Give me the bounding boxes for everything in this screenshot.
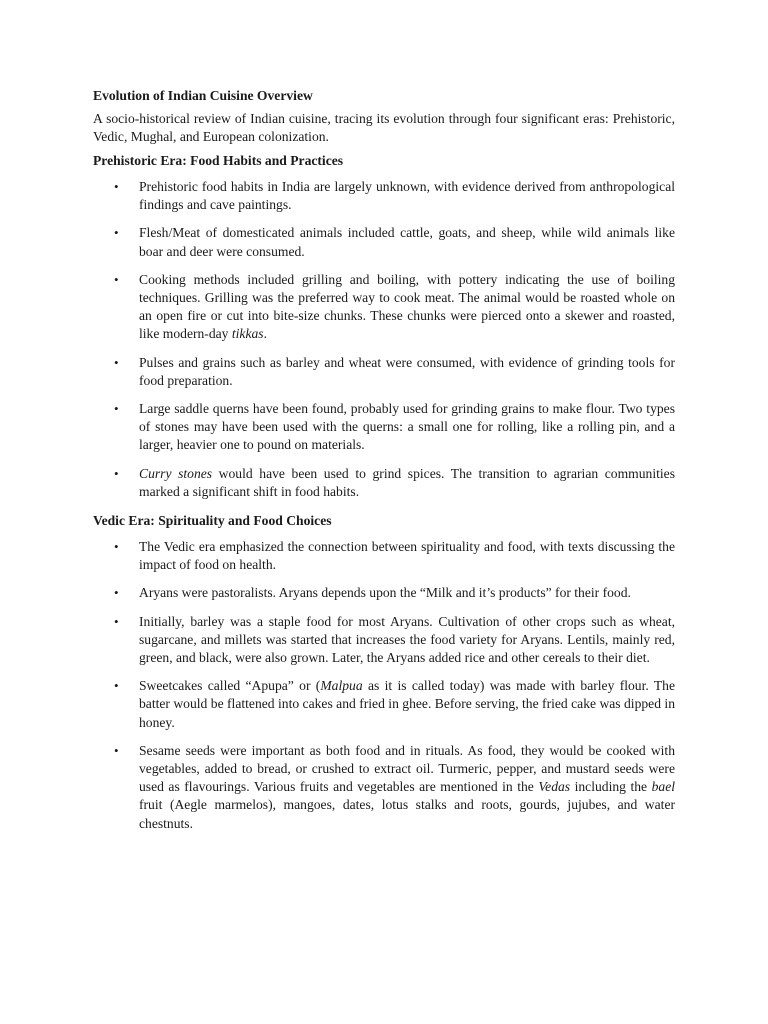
- bullet-text: Prehistoric food habits in India are largely unknown, with evidence derived from anthropological findings and cave paintings.: [139, 179, 675, 213]
- bullet-text: would have been used to grind spices. The transition to agrarian communities marked a significant shift in food habits.: [139, 465, 675, 499]
- bullet-item: [93, 677, 675, 732]
- bullet-item: [93, 178, 675, 214]
- italic-term: Vedas: [538, 779, 571, 795]
- document-page: [93, 86, 675, 843]
- bullet-item: [93, 271, 675, 344]
- bullet-text: Aryans were pastoralists. Aryans depends upon the “Milk and it’s products” for their food.: [139, 585, 631, 601]
- bullet-text: as it is called today) was made with barley flour. The batter would be flattened into cakes and fried in ghee. Before serving, the fried cake was dipped in honey.: [139, 678, 675, 730]
- bullet-icon: •: [114, 354, 119, 370]
- bullet-icon: •: [114, 271, 119, 287]
- bullet-icon: •: [114, 678, 119, 694]
- bullet-item: [93, 538, 675, 574]
- bullet-icon: •: [114, 179, 119, 194]
- intro-paragraph: A socio-historical review of Indian cuisine, tracing its evolution through four significant eras: Prehistoric, Vedic, Mughal, and European colonization.: [93, 111, 675, 144]
- italic-term: bael: [651, 779, 675, 795]
- bullet-item: [93, 465, 675, 501]
- sections-container: [93, 151, 675, 833]
- bullet-icon: •: [114, 401, 119, 417]
- bullet-icon: •: [114, 613, 119, 629]
- bullet-list: [93, 538, 675, 833]
- bullet-item: [93, 613, 675, 668]
- bullet-text: fruit (Aegle marmelos), mangoes, dates, lotus stalks and roots, gourds, jujubes, and water chestnuts.: [139, 797, 675, 831]
- bullet-icon: •: [114, 539, 119, 555]
- italic-term: Curry stones: [139, 465, 213, 481]
- bullet-item: [93, 224, 675, 260]
- bullet-item: [93, 742, 675, 833]
- bullet-icon: •: [114, 742, 119, 758]
- bullet-item: [93, 584, 675, 602]
- bullet-text: Flesh/Meat of domesticated animals included cattle, goats, and sheep, while wild animals like boar and deer were consumed.: [139, 225, 675, 259]
- bullet-icon: •: [114, 225, 119, 241]
- bullet-text: Sesame seeds were important as both food and in rituals. As food, they would be cooked with vegetables, added to bread, or crushed to extract oil. Turmeric, pepper, and mustard seeds were used as flavourings. Various fruits and vegetables are mentioned in the: [139, 742, 675, 795]
- bullet-text: .: [263, 326, 267, 342]
- italic-term: tikkas: [231, 326, 264, 342]
- bullet-text: The Vedic era emphasized the connection between spirituality and food, with texts discussing the impact of food on health.: [139, 539, 675, 573]
- bullet-text: Cooking methods included grilling and boiling, with pottery indicating the use of boiling techniques. Grilling was the preferred way to cook meat. The animal would be roasted whole on an open fire or cut into bite-size chunks. These chunks were pierced onto a skewer and roasted, like modern-day: [139, 271, 675, 342]
- italic-term: Malpua: [320, 678, 363, 694]
- bullet-item: [93, 354, 675, 390]
- section-heading: Prehistoric Era: Food Habits and Practices: [93, 153, 344, 168]
- bullet-icon: •: [114, 465, 119, 481]
- bullet-text: Initially, barley was a staple food for most Aryans. Cultivation of other crops such as wheat, sugarcane, and millets was started that increases the food variety for Aryans. Lentils, mainly red, green, and black, were also grown. Later, the Aryans added rice and other cereals to their diet.: [139, 613, 675, 666]
- bullet-text: including the: [570, 779, 652, 795]
- section-heading: Vedic Era: Spirituality and Food Choices: [93, 513, 332, 529]
- bullet-list: [93, 178, 675, 501]
- bullet-icon: •: [114, 585, 119, 601]
- bullet-text: Large saddle querns have been found, probably used for grinding grains to make flour. Two types of stones may have been used with the querns: a small one for rolling, like a rolling pin, and a larger, heavier one to pound on materials.: [139, 401, 675, 453]
- bullet-text: Sweetcakes called “Apupa” or (: [139, 678, 321, 694]
- bullet-text: Pulses and grains such as barley and wheat were consumed, with evidence of grinding tools for food preparation.: [139, 354, 675, 388]
- document-title: Evolution of Indian Cuisine Overview: [93, 88, 313, 103]
- bullet-item: [93, 400, 675, 455]
